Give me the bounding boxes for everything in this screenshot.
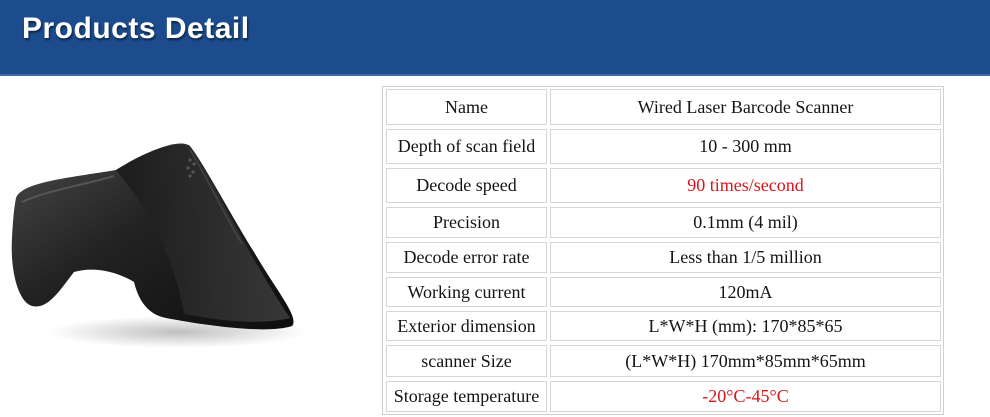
header-banner — [0, 0, 990, 74]
spec-value: Wired Laser Barcode Scanner — [550, 89, 941, 125]
spec-label: Storage temperature — [386, 381, 547, 412]
table-row — [383, 166, 943, 205]
page-title: Products Detail — [22, 12, 250, 45]
spec-value: 120mA — [550, 277, 941, 307]
spec-value: 10 - 300 mm — [550, 129, 941, 164]
table-row — [383, 127, 943, 166]
spec-label: Name — [386, 89, 547, 125]
spec-label: Precision — [386, 207, 547, 238]
spec-label: Working current — [386, 277, 547, 307]
header-divider — [0, 74, 990, 76]
spec-label: Exterior dimension — [386, 311, 547, 341]
barcode-scanner-image — [8, 120, 308, 360]
table-row — [383, 379, 943, 414]
spec-table — [382, 86, 944, 415]
spec-label: Decode error rate — [386, 242, 547, 273]
spec-label: Decode speed — [386, 168, 547, 203]
spec-value: 0.1mm (4 mil) — [550, 207, 941, 238]
barcode-scanner-icon — [8, 120, 308, 360]
table-row — [383, 205, 943, 240]
table-row — [383, 343, 943, 379]
spec-value: (L*W*H) 170mm*85mm*65mm — [550, 345, 941, 377]
spec-value-highlight: -20°C-45°C — [550, 381, 941, 412]
spec-value: L*W*H (mm): 170*85*65 — [550, 311, 941, 341]
spec-value: Less than 1/5 million — [550, 242, 941, 273]
table-row — [383, 309, 943, 343]
table-row — [383, 87, 943, 127]
spec-label: Depth of scan field — [386, 129, 547, 164]
spec-label: scanner Size — [386, 345, 547, 377]
spec-value-highlight: 90 times/second — [550, 168, 941, 203]
table-row — [383, 240, 943, 275]
table-row — [383, 275, 943, 309]
